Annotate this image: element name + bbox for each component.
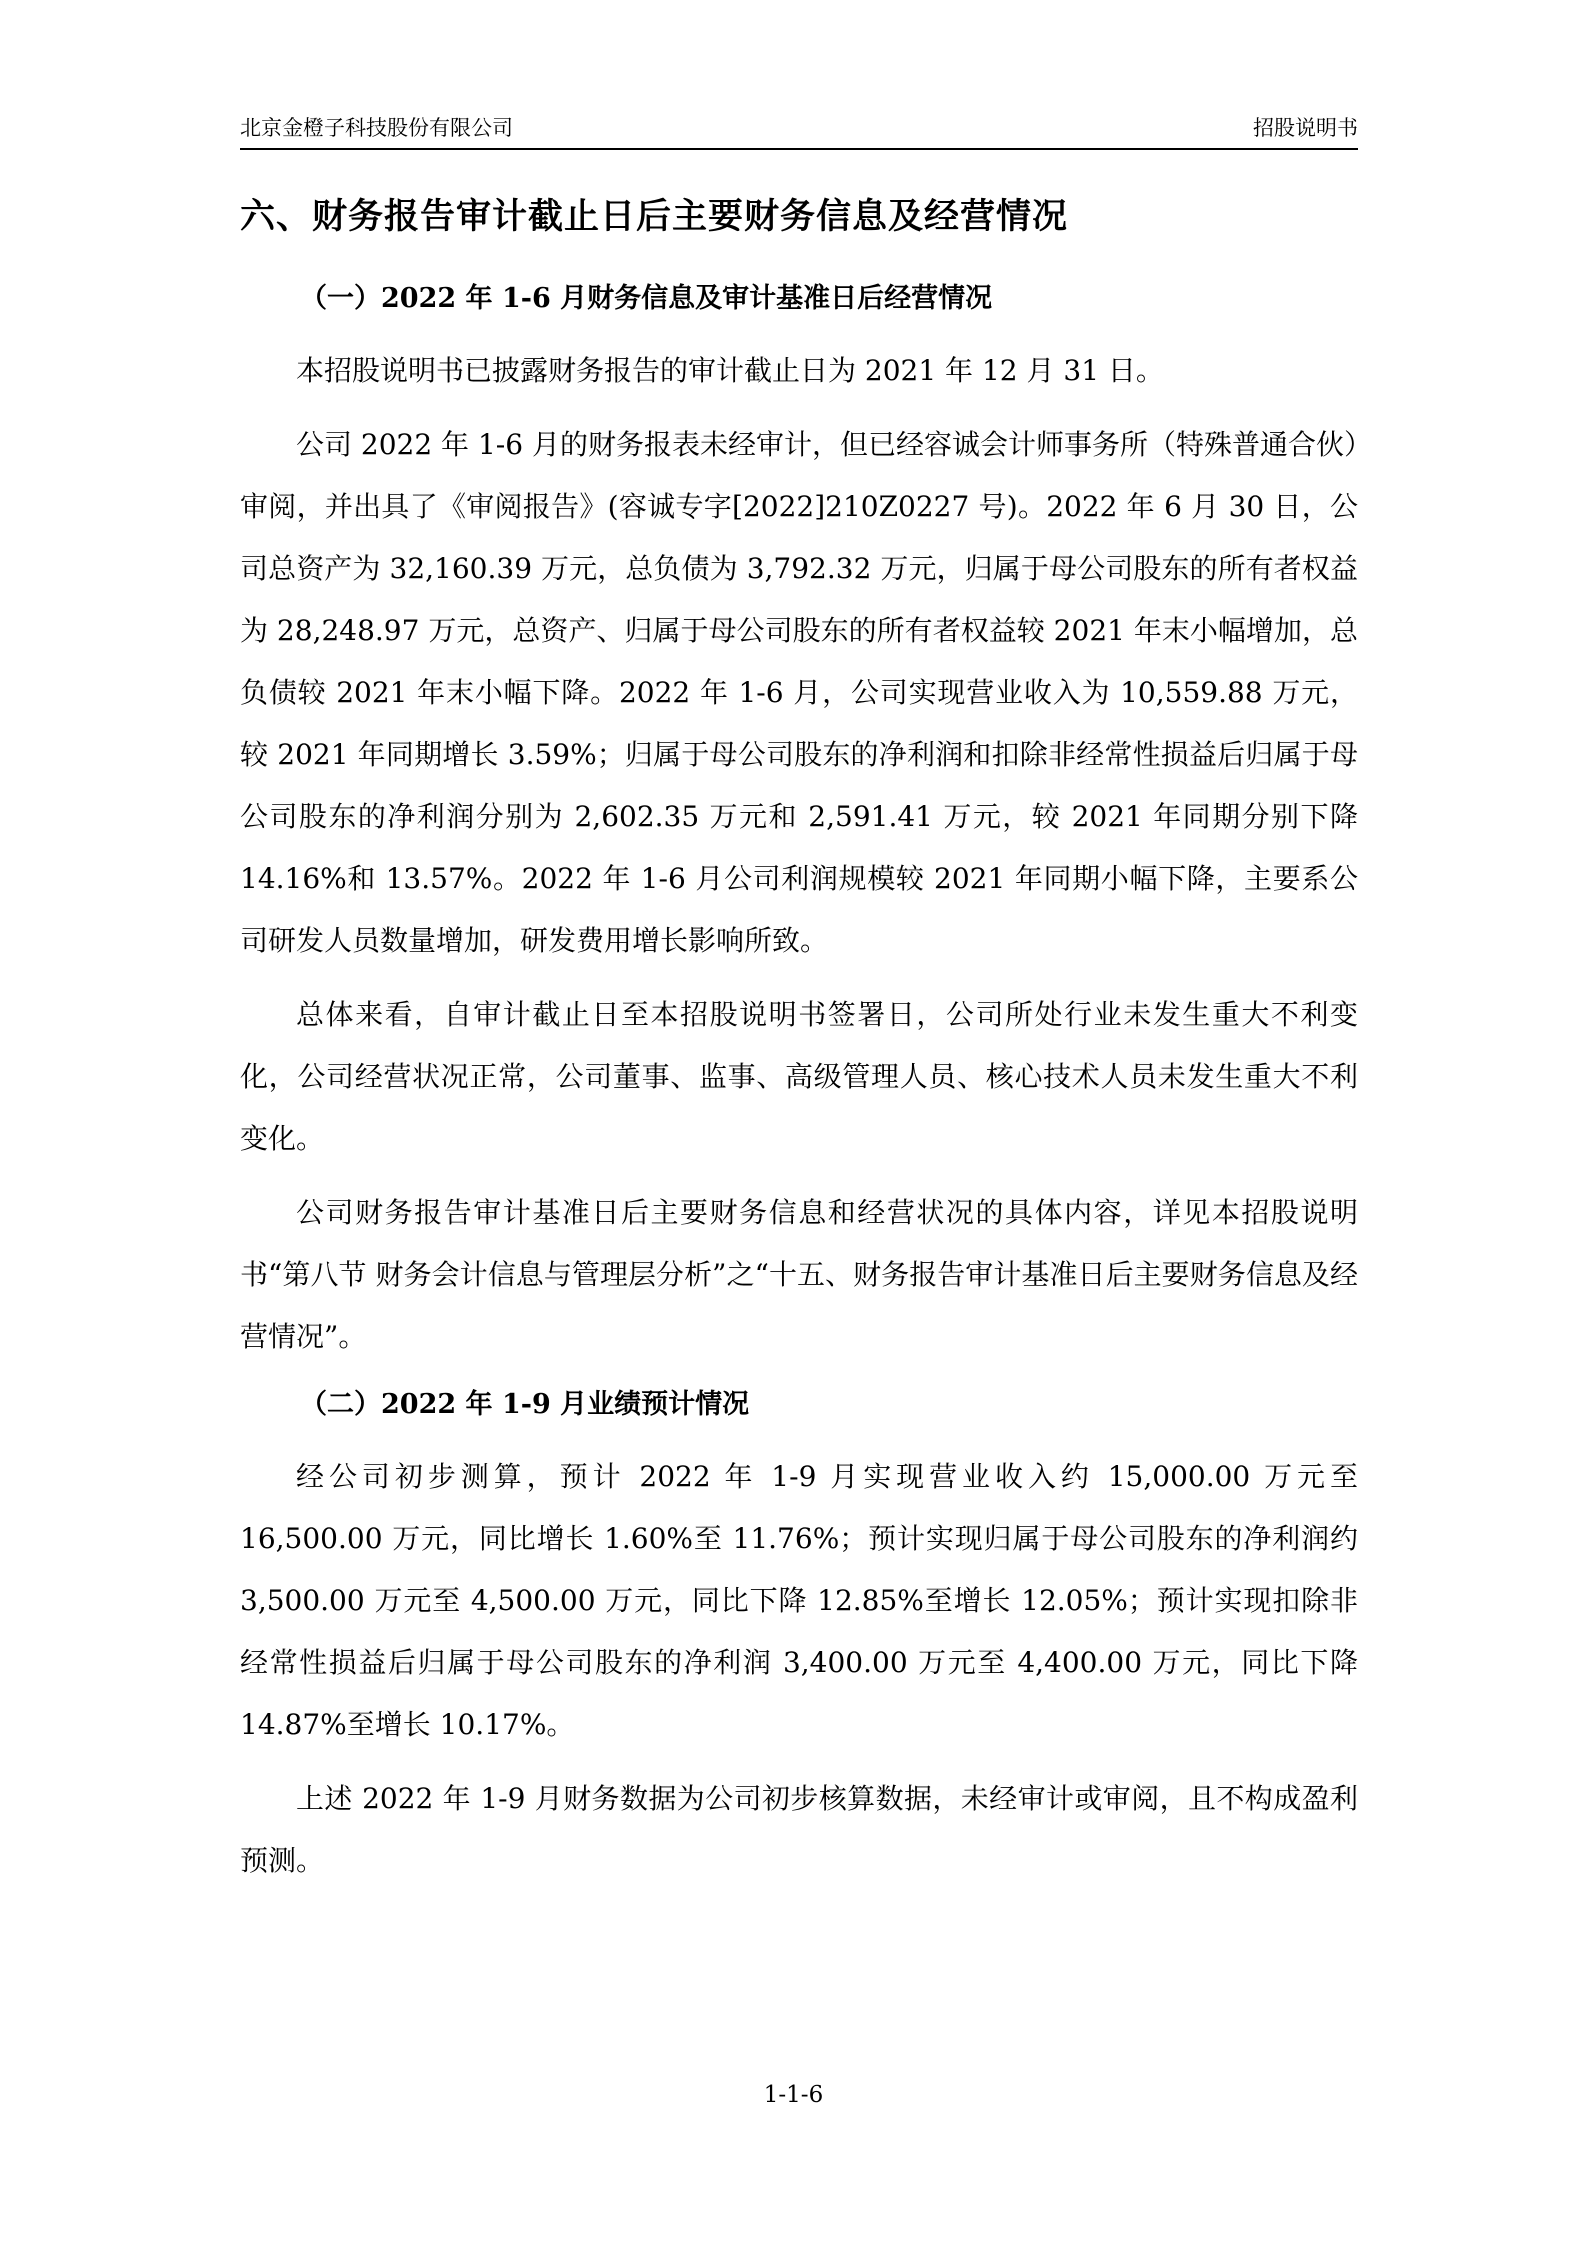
page-header [240, 108, 1358, 150]
paragraph: 上述 2022 年 1-9 月财务数据为公司初步核算数据，未经审计或审阅，且不构成盈利预测。 [240, 1782, 1358, 1877]
company-name: 北京金橙子科技股份有限公司 [240, 116, 513, 140]
page-number: 1-1-6 [763, 2082, 824, 2108]
paragraph: 公司财务报告审计基准日后主要财务信息和经营状况的具体内容，详见本招股说明书“第八节 财务会计信息与管理层分析”之“十五、财务报告审计基准日后主要财务信息及经营情况”。 [240, 1196, 1358, 1353]
main-content [240, 190, 1358, 1904]
document-type: 招股说明书 [1253, 116, 1358, 140]
subsection-heading-1: （一）2022 年 1-6 月财务信息及审计基准日后经营情况 [300, 283, 993, 314]
paragraph: 本招股说明书已披露财务报告的审计截止日为 2021 年 12 月 31 日。 [296, 354, 1164, 387]
paragraph: 公司 2022 年 1-6 月的财务报表未经审计，但已经容诚会计师事务所（特殊普通合伙）审阅，并出具了《审阅报告》(容诚专字[2022]210Z0227 号)。2022 年 6 月 30 日，公司总资产为 32,160.39 万元，总负债为 3,792.32 万元，归属于母公司股东的所有者权益为 28,248.97 万元，总资产、归属于母公司股东的所有者权益较 2021 年末小幅增加，总负债较 2021 年末小幅下降。2022 年 1-6 月，公司实现营业收入为 10,559.88 万元，较 2021 年同期增长 3.59%；归属于母公司股东的净利润和扣除非经常性损益后归属于母公司股东的净利润分别为 2,602.35 万元和 2,591.41 万元，较 2021 年同期分别下降 14.16%和 13.57%。2022 年 1-6 月公司利润规模较 2021 年同期小幅下降，主要系公司研发人员数量增加，研发费用增长影响所致。 [240, 428, 1358, 957]
paragraph: 经公司初步测算，预计 2022 年 1-9 月实现营业收入约 15,000.00 万元至 16,500.00 万元，同比增长 1.60%至 11.76%；预计实现归属于母公司股东的净利润约 3,500.00 万元至 4,500.00 万元，同比下降 12.85%至增长 12.05%；预计实现扣除非经常性损益后归属于母公司股东的净利润 3,400.00 万元至 4,400.00 万元，同比下降 14.87%至增长 10.17%。 [240, 1460, 1358, 1741]
paragraph: 总体来看，自审计截止日至本招股说明书签署日，公司所处行业未发生重大不利变化，公司经营状况正常，公司董事、监事、高级管理人员、核心技术人员未发生重大不利变化。 [240, 998, 1358, 1155]
subsection-heading-2: （二）2022 年 1-9 月业绩预计情况 [300, 1389, 750, 1420]
section-title: 六、财务报告审计截止日后主要财务信息及经营情况 [240, 196, 1069, 237]
